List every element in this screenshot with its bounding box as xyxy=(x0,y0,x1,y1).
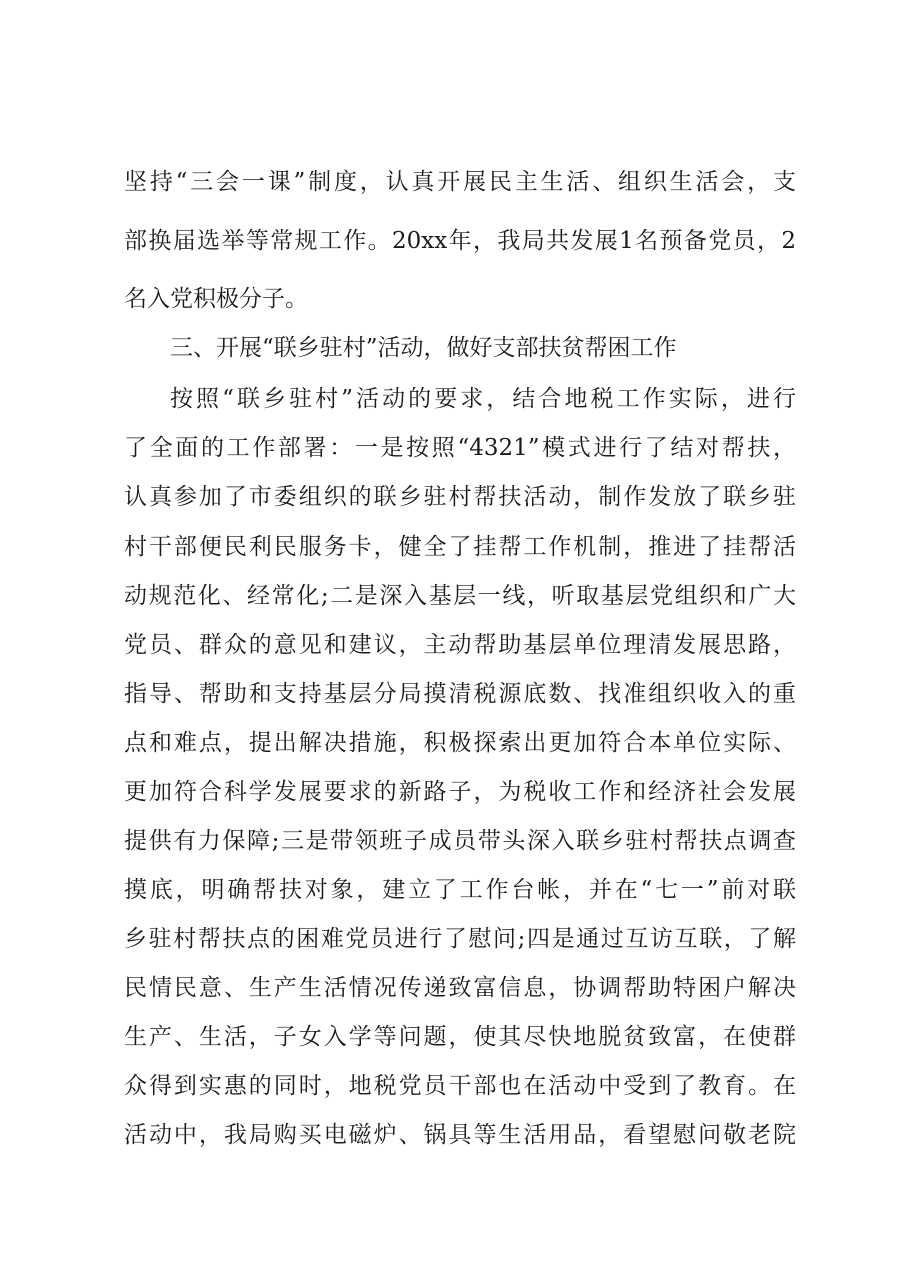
paragraph-2-line-2: 了全面的工作部署：一是按照“4321”模式进行了结对帮扶， xyxy=(124,435,796,461)
paragraph-1-line-1: 坚持“三会一课”制度，认真开展民主生活、组织生活会，支 xyxy=(124,169,796,195)
paragraph-2-line-7: 指导、帮助和支持基层分局摸清税源底数、找准组织收入的重 xyxy=(124,681,796,707)
paragraph-2-line-11: 摸底，明确帮扶对象，建立了工作台帐，并在“七一”前对联 xyxy=(124,877,796,903)
paragraph-2-line-1: 按照“联乡驻村”活动的要求，结合地税工作实际，进行 xyxy=(170,386,796,412)
paragraph-2-line-5: 动规范化、经常化;二是深入基层一线，听取基层党组织和广大 xyxy=(124,583,796,609)
paragraph-2-line-10: 提供有力保障;三是带领班子成员带头深入联乡驻村帮扶点调查 xyxy=(124,828,796,854)
paragraph-2-line-13: 民情民意、生产生活情况传递致富信息，协调帮助特困户解决 xyxy=(124,975,796,1001)
paragraph-2-line-9: 更加符合科学发展要求的新路子，为税收工作和经济社会发展 xyxy=(124,779,796,805)
paragraph-2-line-4: 村干部便民利民服务卡，健全了挂帮工作机制，推进了挂帮活 xyxy=(124,534,796,560)
paragraph-2-line-14: 生产、生活，子女入学等问题，使其尽快地脱贫致富，在使群 xyxy=(124,1024,796,1050)
paragraph-2-line-8: 点和难点，提出解决措施，积极探索出更加符合本单位实际、 xyxy=(124,730,796,756)
section-heading: 三、开展“联乡驻村”活动，做好支部扶贫帮困工作 xyxy=(170,335,677,361)
paragraph-1-line-2: 部换届选举等常规工作。20xx年，我局共发展1名预备党员，2 xyxy=(124,228,796,254)
paragraph-2-line-12: 乡驻村帮扶点的困难党员进行了慰问;四是通过互访互联，了解 xyxy=(124,926,796,952)
paragraph-2-line-6: 党员、群众的意见和建议，主动帮助基层单位理清发展思路， xyxy=(124,632,796,658)
paragraph-1-line-3: 名入党积极分子。 xyxy=(124,286,308,312)
paragraph-2-line-15: 众得到实惠的同时，地税党员干部也在活动中受到了教育。在 xyxy=(124,1073,796,1099)
paragraph-2-line-16: 活动中，我局购买电磁炉、锅具等生活用品，看望慰问敬老院 xyxy=(124,1122,796,1148)
paragraph-2-line-3: 认真参加了市委组织的联乡驻村帮扶活动，制作发放了联乡驻 xyxy=(124,484,796,510)
